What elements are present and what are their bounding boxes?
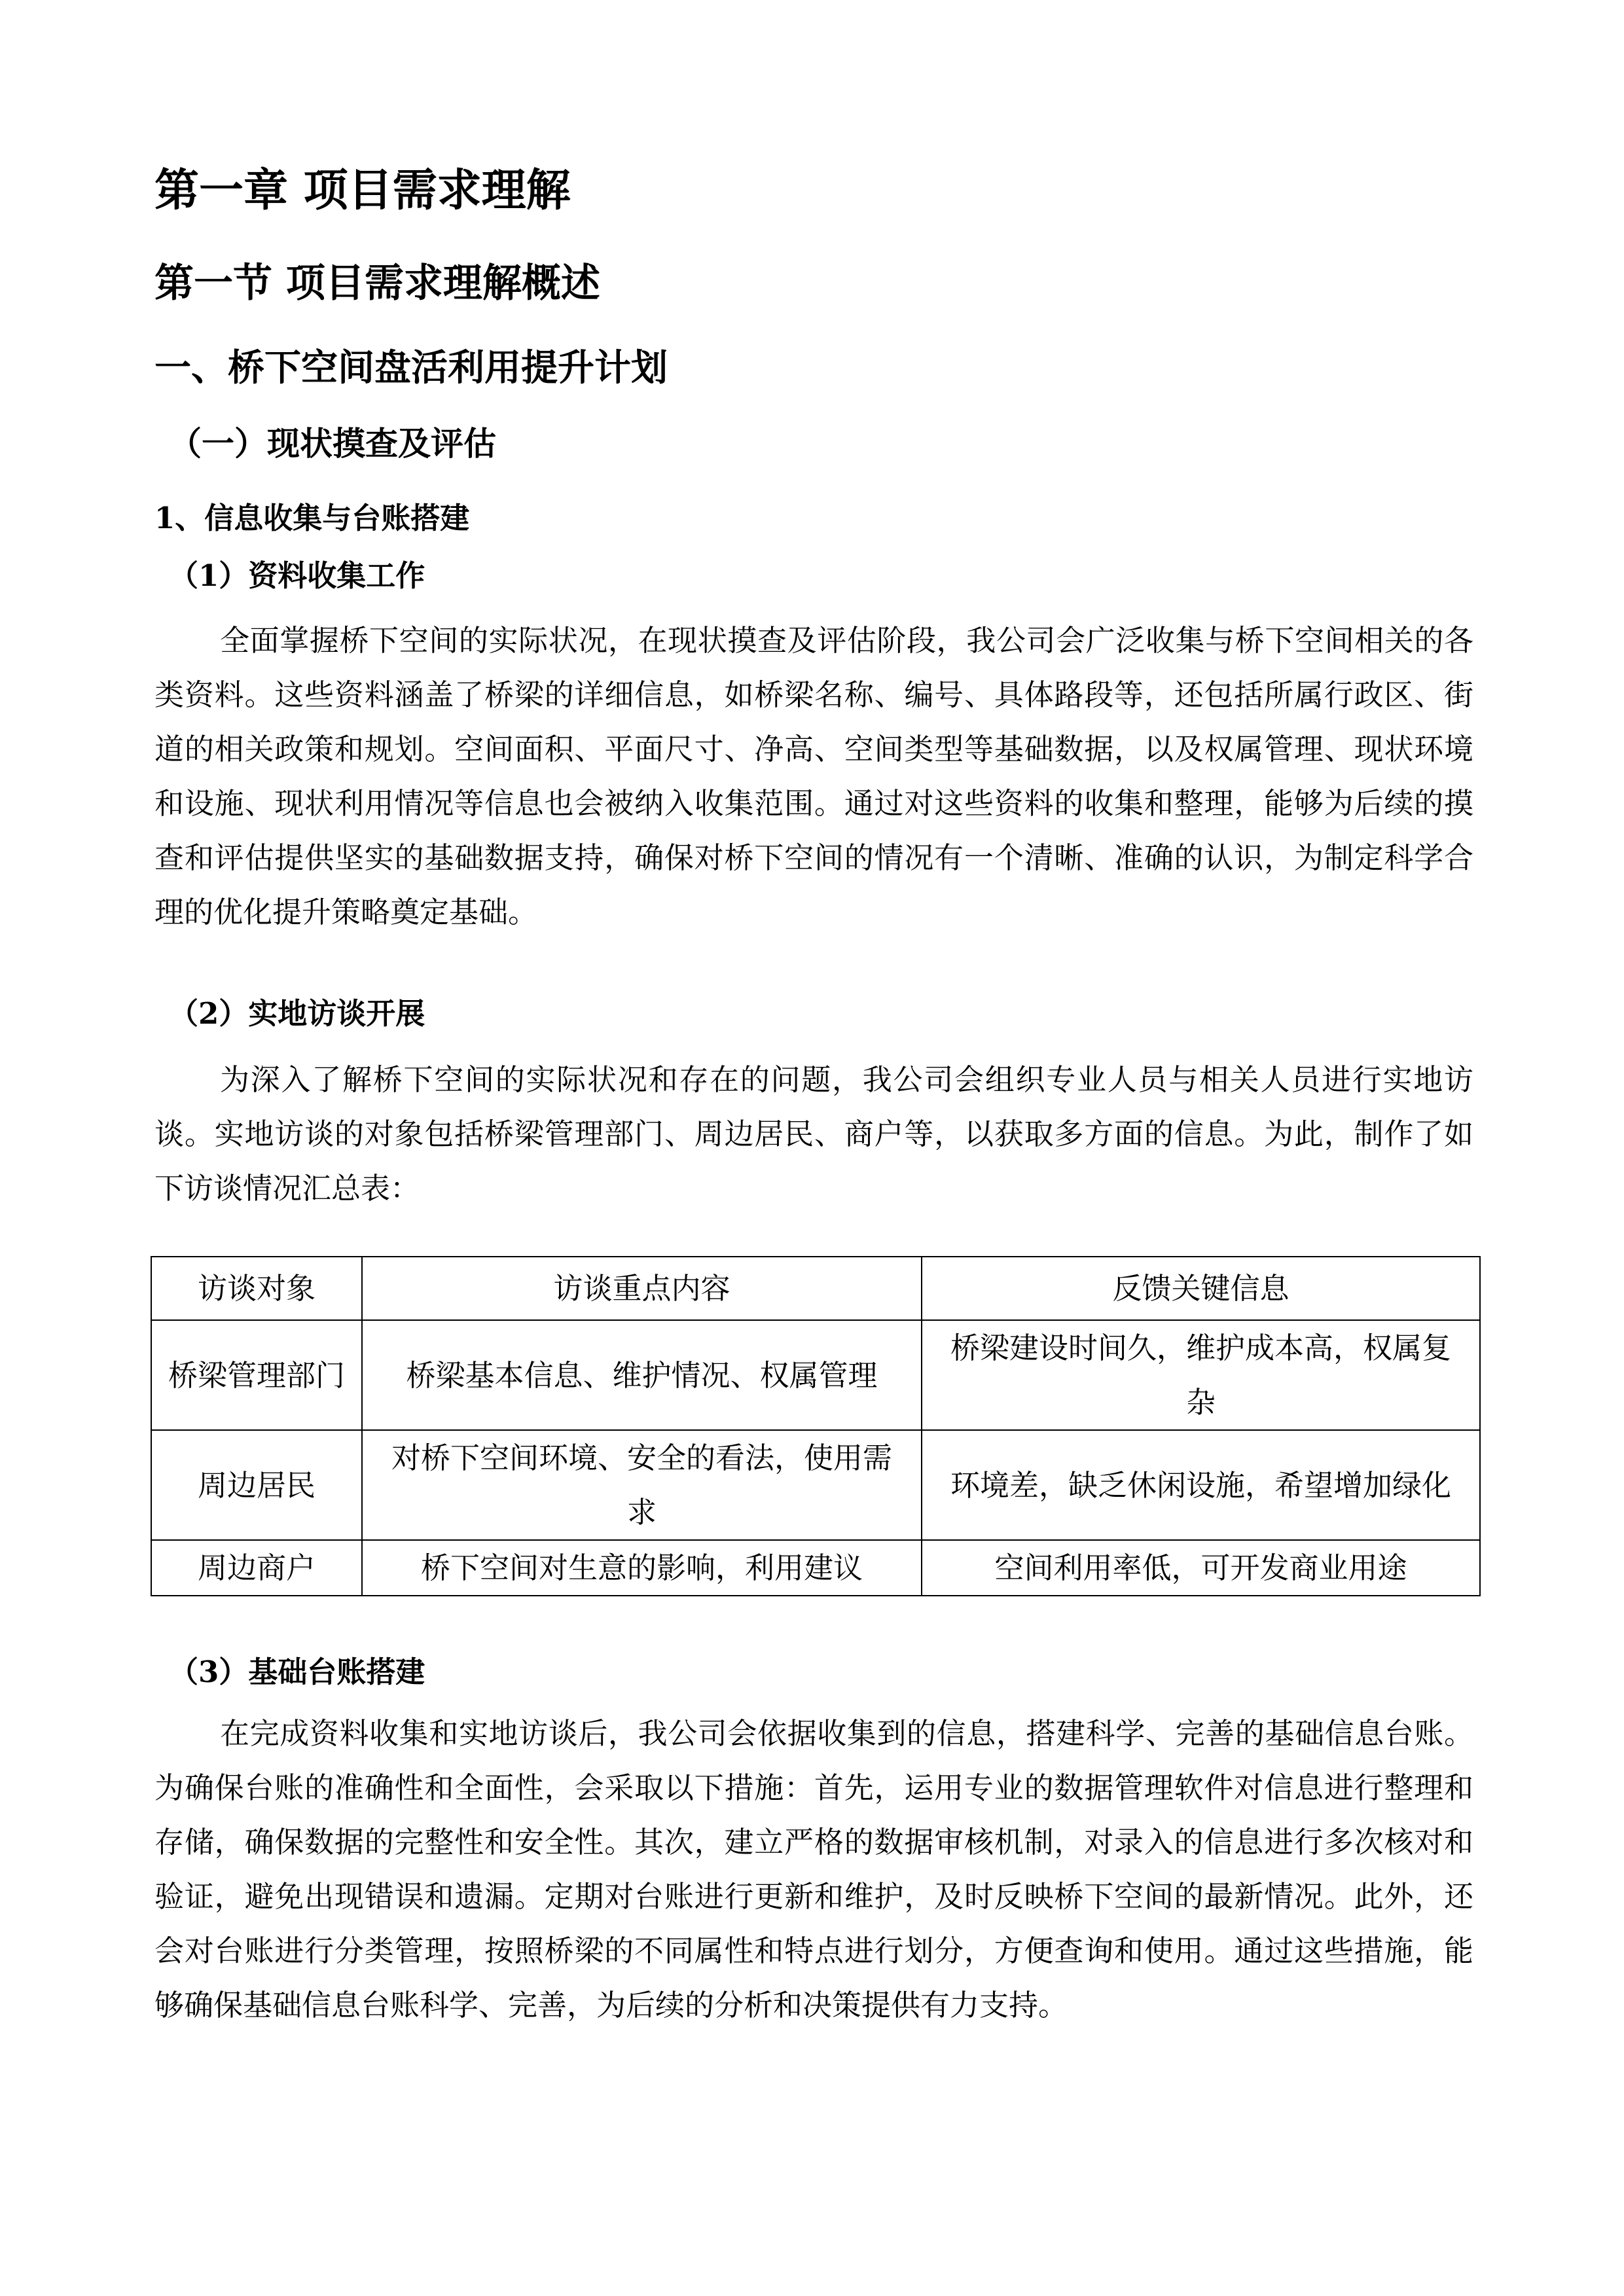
chapter-title: 第一章 项目需求理解 bbox=[154, 164, 571, 217]
item-heading: 1、信息收集与台账搭建 bbox=[154, 501, 470, 535]
paragraph-field-interview bbox=[154, 1052, 1473, 1215]
table-row bbox=[151, 1430, 1480, 1540]
sub-heading-field-interview: （2）实地访谈开展 bbox=[169, 996, 425, 1031]
subpart-heading: （一）现状摸查及评估 bbox=[169, 424, 496, 463]
table-header-cell: 访谈对象 bbox=[151, 1257, 362, 1320]
paragraph-text: 为深入了解桥下空间的实际状况和存在的问题，我公司会组织专业人员与相关人员进行实地访谈。实地访谈的对象包括桥梁管理部门、周边居民、商户等，以获取多方面的信息。为此，制作了如下访谈情况汇总表： bbox=[154, 1062, 1473, 1206]
table-cell: 周边商户 bbox=[151, 1540, 362, 1596]
table-row bbox=[151, 1320, 1480, 1430]
interview-summary-table bbox=[151, 1256, 1481, 1596]
paragraph-text: 全面掌握桥下空间的实际状况，在现状摸查及评估阶段，我公司会广泛收集与桥下空间相关的各类资料。这些资料涵盖了桥梁的详细信息，如桥梁名称、编号、具体路段等，还包括所属行政区、街道的相关政策和规划。空间面积、平面尺寸、净高、空间类型等基础数据，以及权属管理、现状环境和设施、现状利用情况等信息也会被纳入收集范围。通过对这些资料的收集和整理，能够为后续的摸查和评估提供坚实的基础数据支持，确保对桥下空间的情况有一个清晰、准确的认识，为制定科学合理的优化提升策略奠定基础。 bbox=[154, 623, 1473, 929]
table-header-cell: 访谈重点内容 bbox=[362, 1257, 922, 1320]
table-cell: 对桥下空间环境、安全的看法，使用需求 bbox=[362, 1430, 922, 1540]
table-cell: 桥梁基本信息、维护情况、权属管理 bbox=[362, 1320, 922, 1430]
table-cell: 桥梁建设时间久，维护成本高，权属复杂 bbox=[922, 1320, 1480, 1430]
sub-heading-basic-ledger: （3）基础台账搭建 bbox=[169, 1655, 425, 1689]
table-header-row bbox=[151, 1257, 1480, 1320]
table-header-cell: 反馈关键信息 bbox=[922, 1257, 1480, 1320]
sub-heading-material-collection: （1）资料收集工作 bbox=[169, 558, 425, 593]
table-cell: 空间利用率低，可开发商业用途 bbox=[922, 1540, 1480, 1596]
table-cell: 周边居民 bbox=[151, 1430, 362, 1540]
paragraph-text: 在完成资料收集和实地访谈后，我公司会依据收集到的信息，搭建科学、完善的基础信息台账。为确保台账的准确性和全面性，会采取以下措施：首先，运用专业的数据管理软件对信息进行整理和存储，确保数据的完整性和安全性。其次，建立严格的数据审核机制，对录入的信息进行多次核对和验证，避免出现错误和遗漏。定期对台账进行更新和维护，及时反映桥下空间的最新情况。此外，还会对台账进行分类管理，按照桥梁的不同属性和特点进行划分，方便查询和使用。通过这些措施，能够确保基础信息台账科学、完善，为后续的分析和决策提供有力支持。 bbox=[154, 1716, 1473, 2022]
paragraph-basic-ledger bbox=[154, 1706, 1473, 2032]
table-cell: 环境差，缺乏休闲设施，希望增加绿化 bbox=[922, 1430, 1480, 1540]
table-row bbox=[151, 1540, 1480, 1596]
table-cell: 桥下空间对生意的影响，利用建议 bbox=[362, 1540, 922, 1596]
table-cell: 桥梁管理部门 bbox=[151, 1320, 362, 1430]
part-heading: 一、桥下空间盘活利用提升计划 bbox=[154, 346, 668, 389]
section-title: 第一节 项目需求理解概述 bbox=[154, 260, 600, 306]
paragraph-material-collection bbox=[154, 613, 1473, 939]
